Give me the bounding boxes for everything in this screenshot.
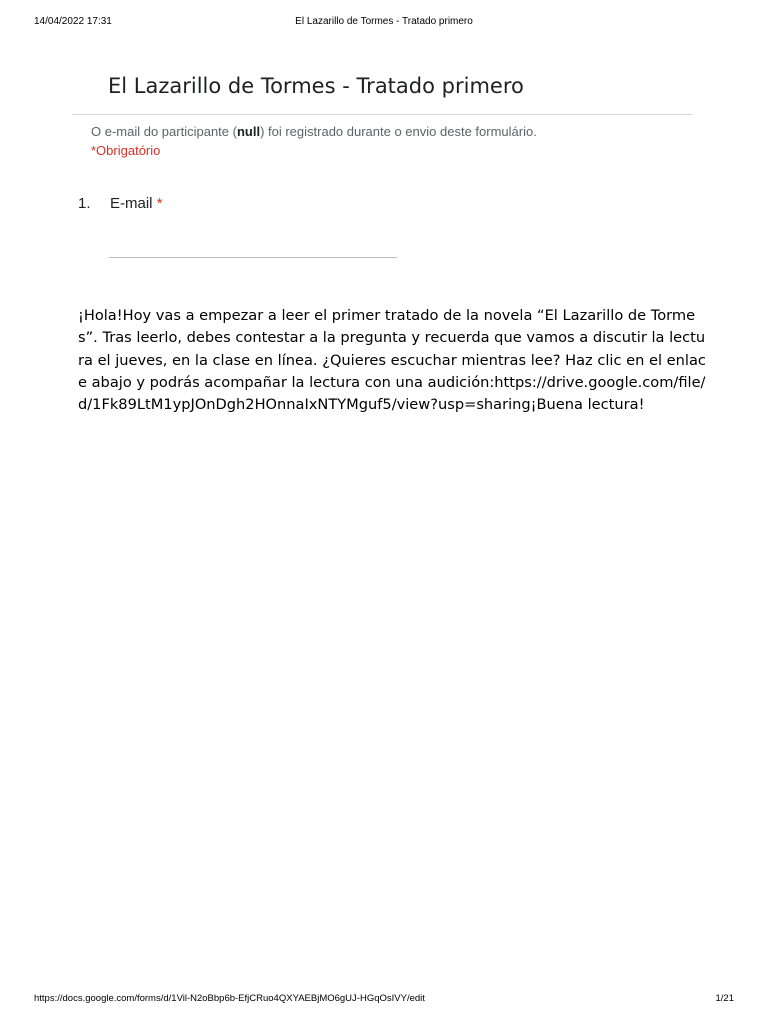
title-divider bbox=[72, 114, 693, 115]
question-label bbox=[110, 195, 163, 212]
email-notice-suffix: ) foi registrado durante o envio deste formulário. bbox=[260, 124, 537, 139]
email-notice-value: null bbox=[236, 124, 261, 139]
form-description: ¡Hola!Hoy vas a empezar a leer el primer tratado de la novela “El Lazarillo de Tormes”. Tras leerlo, debes contestar a la pregunta y recuerda que vamos a discutir la lectura el jueves, en la clase en línea. ¿Quieres escuchar mientras lee? Haz clic en el enlace abajo y podrás acompañar la lectura con una audición:https://drive.google.com/file/d/1Fk89LtM1ypJOnDgh2HOnnaIxNTYMguf5/view?usp=sharing¡Buena lectura! bbox=[78, 307, 706, 414]
print-header bbox=[34, 16, 734, 32]
form-title: El Lazarillo de Tormes - Tratado primero bbox=[108, 74, 524, 98]
email-answer-field[interactable] bbox=[109, 240, 397, 258]
print-footer bbox=[34, 993, 734, 1007]
page-number: 1/21 bbox=[715, 993, 734, 1004]
email-notice-prefix: O e-mail do participante ( bbox=[91, 124, 237, 139]
print-url: https://docs.google.com/forms/d/1Vil-N2oBbp6b-EfjCRuo4QXYAEBjMO6gUJ-HGqOsIVY/edit bbox=[34, 993, 425, 1004]
print-doc-title: El Lazarillo de Tormes - Tratado primero bbox=[295, 16, 473, 27]
print-datetime: 14/04/2022 17:31 bbox=[34, 16, 112, 27]
question-number: 1. bbox=[78, 195, 91, 212]
required-asterisk: * bbox=[156, 195, 163, 212]
required-note: *Obrigatório bbox=[91, 143, 161, 158]
email-notice bbox=[91, 124, 537, 139]
question-label-text: E-mail bbox=[110, 195, 153, 212]
